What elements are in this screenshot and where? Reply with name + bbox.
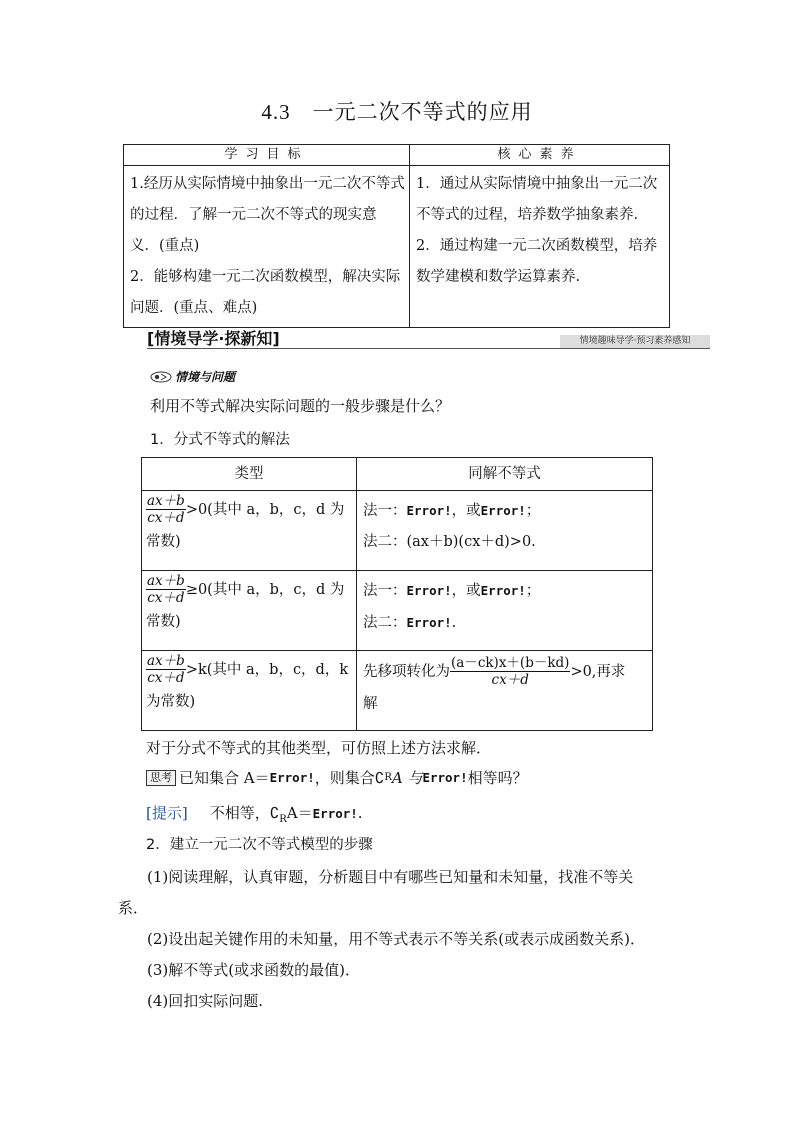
fraction-inequality-table [141,457,653,731]
goals-left-cell [124,166,410,328]
hint: [提示] 不相等，$∁_RA=Error$!. [146,804,363,825]
step-item: (2)设出起关键作用的未知量，用不等式表示不等关系(或表示成函数关系)． [147,930,645,948]
section-banner-tag: 情境趣味导学·预习素养感知 [560,335,710,348]
method-pre: 先移项转化为 [363,664,450,680]
title-text: 一元二次不等式的应用 [312,100,533,124]
literacy-item-1: 1．通过从实际情境中抽象出一元二次不等式的过程，培养数学抽象素养． [416,176,658,223]
hint-label: [提示] [146,804,188,822]
goals-header-left: 学习目标 [124,145,410,166]
page-title [0,96,794,126]
step-item-cont: 系． [118,899,149,917]
think-question: 思考 已知集合 A＝ Error! ，则集合∁ R A 与 Error! 相等吗？ [146,768,528,788]
banner-divider [147,348,710,349]
method-post-cont: 解 [363,696,378,712]
steps-list [118,862,686,1017]
method-post: >0,再求 [570,664,626,680]
type-condition-cont: 常数) [146,614,181,630]
type-condition: ≥0(其中 a，b，c，d 为 [185,582,345,598]
type-cell [142,491,357,571]
lightbulb-icon [150,371,172,383]
section-number: 4.3 [261,100,291,124]
step-item: (1)阅读理解，认真审题，分析题目中有哪些已知量和未知量，找准不等关 [147,868,634,886]
section-banner-title: [情境导学·探新知] [147,329,280,348]
fraction: $\frac{(a-ck)x+(b-kd)}{cx+d}$ [451,655,570,688]
goals-table [123,144,670,328]
table-note: 对于分式不等式的其他类型，可仿照上述方法求解． [146,739,492,757]
section1-heading: 1．分式不等式的解法 [150,432,290,448]
equiv-cell [357,491,653,571]
type-cell [142,651,357,731]
method-two: 法二：(ax＋b)(cx＋d)>0. [363,534,536,550]
type-condition-cont: 常数) [146,534,181,550]
table-row [142,571,653,651]
type-condition-cont: 为常数) [146,694,196,710]
goal-item-2: 2．能够构建一元二次函数模型，解决实际问题．(重点、难点) [130,269,401,316]
table-row [142,491,653,571]
fraction: $\frac{ax+b}{cx+d}$ [147,653,185,686]
step-item: (4)回扣实际问题. [147,992,264,1010]
method-one: 法一：Error!，或Error!； [363,503,541,519]
goals-right-cell [410,166,670,328]
frac-header-type: 类型 [142,458,357,491]
goal-item-1: 1.经历从实际情境中抽象出一元二次不等式的过程．了解一元二次不等式的现实意义．(重点) [130,176,405,254]
type-condition: >k(其中 a，b，c，d，k [185,662,349,678]
type-condition: >0(其中 a，b，c，d 为 [185,502,345,518]
literacy-item-2: 2．通过构建一元二次函数模型，培养数学建模和数学运算素养. [416,238,658,285]
scene-tag [150,368,235,385]
method-one: 法一：Error!，或Error!； [363,583,541,599]
fraction: $\frac{ax+b}{cx+d}$ [147,493,185,526]
scene-question: 利用不等式解决实际问题的一般步骤是什么？ [150,397,451,415]
fraction: $\frac{ax+b}{cx+d}$ [147,573,185,606]
frac-header-equiv: 同解不等式 [357,458,653,491]
think-tag: 思考 [146,770,176,786]
scene-tag-label: 情境与问题 [175,370,236,384]
method-two: 法二：Error!. [363,615,457,631]
goals-header-right: 核心素养 [410,145,670,166]
type-cell [142,571,357,651]
equiv-cell [357,571,653,651]
equiv-cell [357,651,653,731]
table-row [142,651,653,731]
step-item: (3)解不等式(或求函数的最值)． [147,961,360,979]
section2-heading: 2．建立一元二次不等式模型的步骤 [146,837,373,853]
